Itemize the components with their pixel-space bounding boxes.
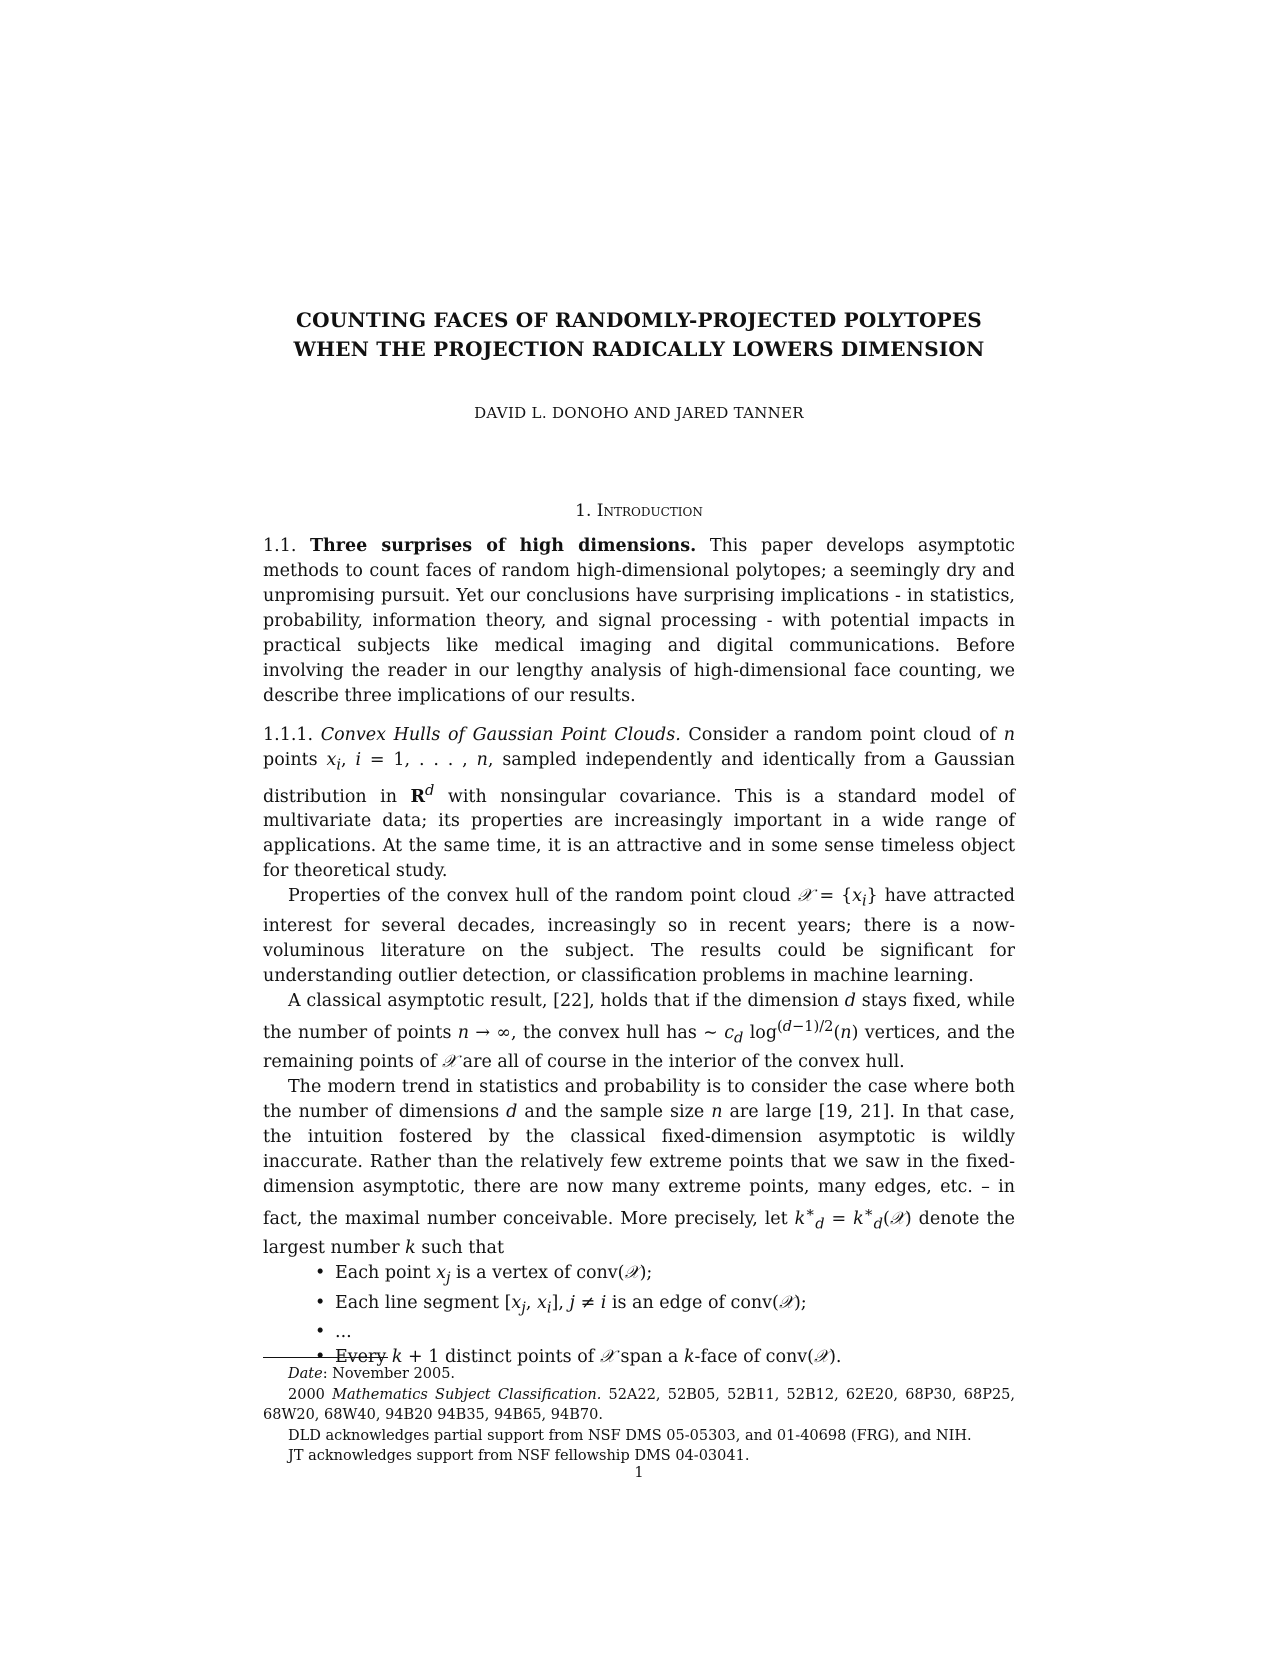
footnote-support-dld: DLD acknowledges partial support from NSF DMS 05-05303, and 01-40698 (FRG), and NIH. — [288, 1427, 972, 1444]
text-run: distinct points of — [444, 1347, 595, 1368]
text-run: is an edge of conv( — [611, 1292, 779, 1313]
text-run: Each point — [335, 1263, 431, 1284]
text-run: with nonsingular covariance. This is a standard model of multivariate data; its properties are increasingly important in a wide range of applications. At the same time, it is an attractive and in some sense timeless object for theoretical study. — [263, 786, 1015, 882]
footnote-rule — [263, 1357, 388, 1358]
list-item: • Each point $x_j$ is a vertex of conv(𝒳); — [335, 1261, 1015, 1291]
page-number: 1 — [634, 1465, 644, 1481]
text-run: Every — [335, 1347, 387, 1368]
paragraph-gaussian-clouds: 1.1.1. Convex Hulls of Gaussian Point Clouds. Consider a random point cloud of n points $x_i$, i = 1, . . . , n, sampled independently and identically from a Gaussian distribution in $R^d$ with nonsingular covariance. This is a standard model of multivariate data; its properties are increasingly important in a wide range of applications. At the same time, it is an attractive and in some sense timeless object for theoretical study. — [263, 725, 1015, 882]
text-run: Each line segment — [335, 1292, 500, 1313]
text-run: denote the largest number — [263, 1208, 1015, 1259]
text-run: stays fixed, while the number of points — [263, 990, 1015, 1043]
paragraph-modern-trend: The modern trend in statistics and probability is to consider the case where both the number of dimensions d and the sample size n are large [19, 21]. In that case, the intuition fostered by the classical fixed-dimension asymptotic is wildly inaccurate. Rather than the relatively few extreme points that we saw in the fixed-dimension asymptotic, there are now many extreme points, many edges, etc. – in fact, the maximal number conceivable. More precisely, let $k^∗_d$ = $k^∗_d(𝒳)$ denote the largest number k such that — [263, 1077, 1015, 1259]
text-run: A classical asymptotic result, [22], holds that if the dimension — [288, 990, 839, 1011]
body-text — [263, 534, 1015, 1370]
subsection-number: 1.1. — [263, 536, 297, 556]
text-run: span a — [620, 1347, 679, 1368]
text-run: are large [19, 21]. In that case, the intuition fostered by the classical fixed-dimension asymptotic is wildly inaccurate. Rather than the relatively few extreme points that we saw in the fixed-dimension asymptotic, there are now many extreme points, many edges, etc. – in fact, the maximal number conceivable. More precisely, let — [263, 1102, 1015, 1229]
title-line-2: WHEN THE PROJECTION RADICALLY LOWERS DIMENSION — [293, 337, 985, 361]
text-run: ). — [829, 1347, 842, 1368]
subsubsection-title: Convex Hulls of Gaussian Point Clouds. — [320, 725, 681, 745]
text-run: and the sample size — [524, 1102, 705, 1123]
subsection-text: This paper develops asymptotic methods to count faces of random high-dimensional polytopes; a seemingly dry and unpromising pursuit. Yet our conclusions have surprising implications - in statistics, probability, information theory, and signal processing - with potential impacts in practical subjects like medical imaging and digital communications. Before involving the reader in our lengthy analysis of high-dimensional face counting, we describe three implications of our results. — [263, 536, 1015, 706]
text-run: sampled independently and identically from a Gaussian distribution in — [263, 750, 1015, 807]
paragraph-classical-result: A classical asymptotic result, [22], holds that if the dimension d stays fixed, while the number of points n → ∞, the convex hull has ∼ $c_d$ $\log^{(d-1)/2}(n)$ vertices, and the remaining points of 𝒳 are all of course in the interior of the convex hull. — [263, 990, 1015, 1073]
text-run: ); — [793, 1292, 807, 1313]
text-run: such that — [421, 1238, 505, 1259]
paragraph-surprises — [263, 534, 1015, 709]
text-run: ); — [639, 1263, 653, 1284]
text-run: is a vertex of conv( — [456, 1263, 625, 1284]
section-title: Introduction — [596, 501, 703, 521]
text-run: are all of course in the interior of the convex hull. — [462, 1052, 905, 1073]
text-run: ... — [335, 1322, 352, 1343]
text-run: The modern trend in statistics and probability is to consider the case where both the number of dimensions — [263, 1077, 1015, 1123]
footnote-msc — [263, 1385, 1015, 1426]
section-heading — [263, 501, 1015, 521]
section-number: 1. — [575, 501, 592, 521]
subsection-title: Three surprises of high dimensions. — [310, 536, 697, 556]
text-run: Consider a random point cloud of — [688, 725, 997, 745]
bullet-list — [263, 1261, 1015, 1370]
list-item: • Each line segment [$x_j$, $x_i$], j ≠ i is an edge of conv(𝒳); — [335, 1291, 1015, 1321]
footnote-date — [263, 1364, 1015, 1385]
authors: DAVID L. DONOHO AND JARED TANNER — [474, 404, 804, 422]
text-run: : November 2005. — [322, 1366, 456, 1382]
text-run: Date — [288, 1366, 323, 1382]
title-line-1: COUNTING FACES OF RANDOMLY-PROJECTED POLYTOPES — [296, 308, 982, 332]
text-run: 52A22, 52B05, 52B11, 52B12, 62E20, 68P30, 68P25, 68W20, 68W40, 94B20 94B35, 94B65, 94B70. — [263, 1386, 1016, 1423]
text-run: -face of conv( — [694, 1347, 814, 1368]
subsubsection-number: 1.1.1. — [263, 725, 314, 745]
list-item: • Every k + 1 distinct points of 𝒳 span a k-face of conv(𝒳). — [335, 1345, 1015, 1370]
text-run: 2000 — [288, 1386, 325, 1403]
paragraph-convex-hull: Properties of the convex hull of the random point cloud 𝒳 = $\{x_i\}$ have attracted interest for several decades, increasingly so in recent years; there is a now-voluminous literature on the subject. The results could be significant for understanding outlier detection, or classification problems in machine learning. — [263, 886, 1015, 986]
list-item — [335, 1320, 1015, 1345]
footnote-support-jt: JT acknowledges support from NSF fellowship DMS 04-03041. — [288, 1448, 750, 1464]
text-run: points — [263, 750, 318, 770]
text-run: Properties of the convex hull of the random point cloud — [288, 886, 791, 907]
text-run: vertices, and the remaining points of — [263, 1022, 1015, 1073]
footnotes — [263, 1364, 1015, 1467]
text-run: Mathematics Subject Classification. — [332, 1386, 602, 1403]
paper-title — [263, 306, 1015, 364]
text-run: have attracted interest for several decades, increasingly so in recent years; there is a now-voluminous literature on the subject. The results could be significant for understanding outlier detection, or classification problems in machine learning. — [263, 886, 1015, 986]
text-run: the convex hull has — [522, 1022, 697, 1043]
